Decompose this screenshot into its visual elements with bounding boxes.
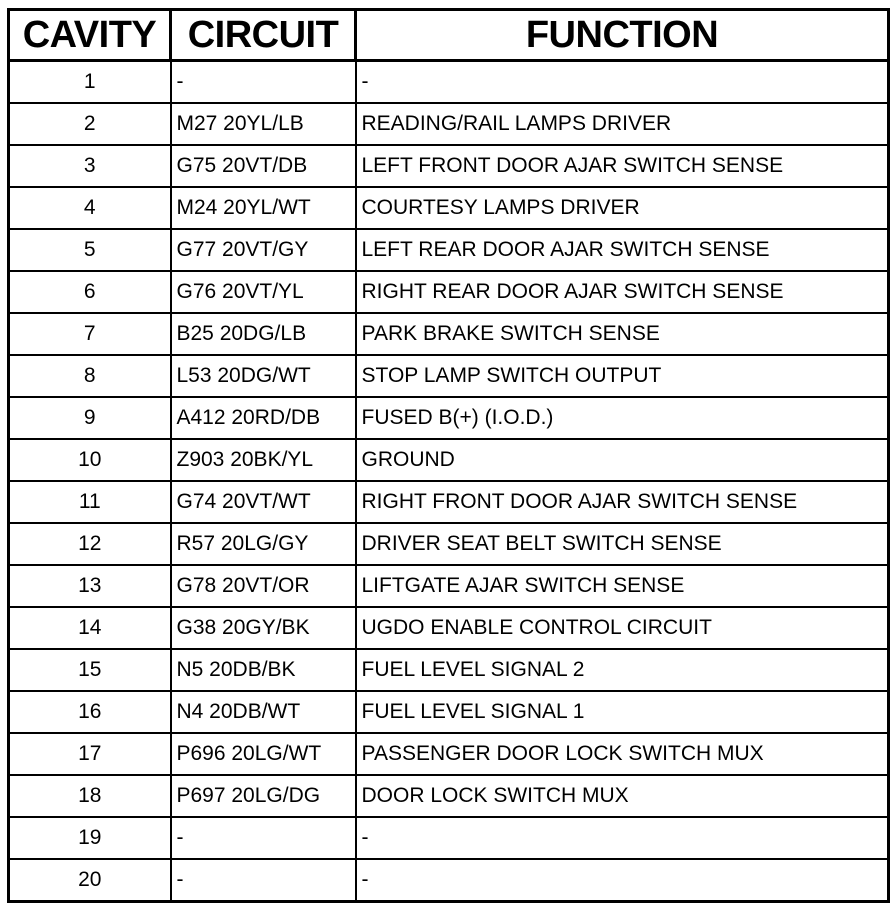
function-cell: GROUND [356,439,889,481]
table-row [9,607,889,649]
cavity-cell: 13 [9,565,171,607]
cavity-cell: 9 [9,397,171,439]
function-cell: FUEL LEVEL SIGNAL 2 [356,649,889,691]
table-header [9,10,889,61]
cavity-cell: 4 [9,187,171,229]
cavity-cell: 20 [9,859,171,902]
table-row [9,523,889,565]
table-row [9,691,889,733]
function-cell: - [356,61,889,104]
function-cell: LEFT FRONT DOOR AJAR SWITCH SENSE [356,145,889,187]
circuit-cell: P696 20LG/WT [171,733,356,775]
cavity-cell: 17 [9,733,171,775]
function-cell: - [356,817,889,859]
function-cell: DRIVER SEAT BELT SWITCH SENSE [356,523,889,565]
cavity-cell: 19 [9,817,171,859]
cavity-cell: 12 [9,523,171,565]
table-row [9,565,889,607]
function-cell: RIGHT REAR DOOR AJAR SWITCH SENSE [356,271,889,313]
table-row [9,817,889,859]
cavity-cell: 14 [9,607,171,649]
table-row [9,313,889,355]
function-cell: COURTESY LAMPS DRIVER [356,187,889,229]
circuit-cell: M27 20YL/LB [171,103,356,145]
function-cell: - [356,859,889,902]
table-row [9,103,889,145]
circuit-cell: G74 20VT/WT [171,481,356,523]
circuit-cell: B25 20DG/LB [171,313,356,355]
circuit-cell: P697 20LG/DG [171,775,356,817]
function-cell: PASSENGER DOOR LOCK SWITCH MUX [356,733,889,775]
circuit-cell: M24 20YL/WT [171,187,356,229]
circuit-cell: G77 20VT/GY [171,229,356,271]
column-header-circuit: CIRCUIT [171,10,356,61]
table-row [9,355,889,397]
table-row [9,775,889,817]
circuit-cell: - [171,61,356,104]
function-cell: FUEL LEVEL SIGNAL 1 [356,691,889,733]
function-cell: RIGHT FRONT DOOR AJAR SWITCH SENSE [356,481,889,523]
column-header-cavity: CAVITY [9,10,171,61]
cavity-cell: 10 [9,439,171,481]
cavity-cell: 6 [9,271,171,313]
cavity-cell: 16 [9,691,171,733]
table-row [9,859,889,902]
table-row [9,145,889,187]
function-cell: STOP LAMP SWITCH OUTPUT [356,355,889,397]
function-cell: PARK BRAKE SWITCH SENSE [356,313,889,355]
circuit-cell: - [171,859,356,902]
cavity-cell: 2 [9,103,171,145]
cavity-cell: 1 [9,61,171,104]
circuit-cell: A412 20RD/DB [171,397,356,439]
header-row [9,10,889,61]
circuit-cell: N4 20DB/WT [171,691,356,733]
circuit-cell: G76 20VT/YL [171,271,356,313]
table-body [9,61,889,902]
column-header-function: FUNCTION [356,10,889,61]
function-cell: FUSED B(+) (I.O.D.) [356,397,889,439]
table-row [9,481,889,523]
function-cell: DOOR LOCK SWITCH MUX [356,775,889,817]
function-cell: LIFTGATE AJAR SWITCH SENSE [356,565,889,607]
function-cell: UGDO ENABLE CONTROL CIRCUIT [356,607,889,649]
cavity-cell: 8 [9,355,171,397]
circuit-cell: G38 20GY/BK [171,607,356,649]
circuit-cell: G75 20VT/DB [171,145,356,187]
circuit-cell: R57 20LG/GY [171,523,356,565]
circuit-cell: N5 20DB/BK [171,649,356,691]
connector-pinout-table [7,8,890,903]
table-row [9,271,889,313]
table-row [9,61,889,104]
function-cell: READING/RAIL LAMPS DRIVER [356,103,889,145]
cavity-cell: 18 [9,775,171,817]
function-cell: LEFT REAR DOOR AJAR SWITCH SENSE [356,229,889,271]
circuit-cell: Z903 20BK/YL [171,439,356,481]
circuit-cell: - [171,817,356,859]
table-row [9,229,889,271]
table-row [9,187,889,229]
cavity-cell: 3 [9,145,171,187]
table-row [9,733,889,775]
cavity-cell: 11 [9,481,171,523]
cavity-cell: 7 [9,313,171,355]
table-row [9,397,889,439]
cavity-cell: 5 [9,229,171,271]
cavity-cell: 15 [9,649,171,691]
table-row [9,439,889,481]
circuit-cell: G78 20VT/OR [171,565,356,607]
circuit-cell: L53 20DG/WT [171,355,356,397]
table-row [9,649,889,691]
